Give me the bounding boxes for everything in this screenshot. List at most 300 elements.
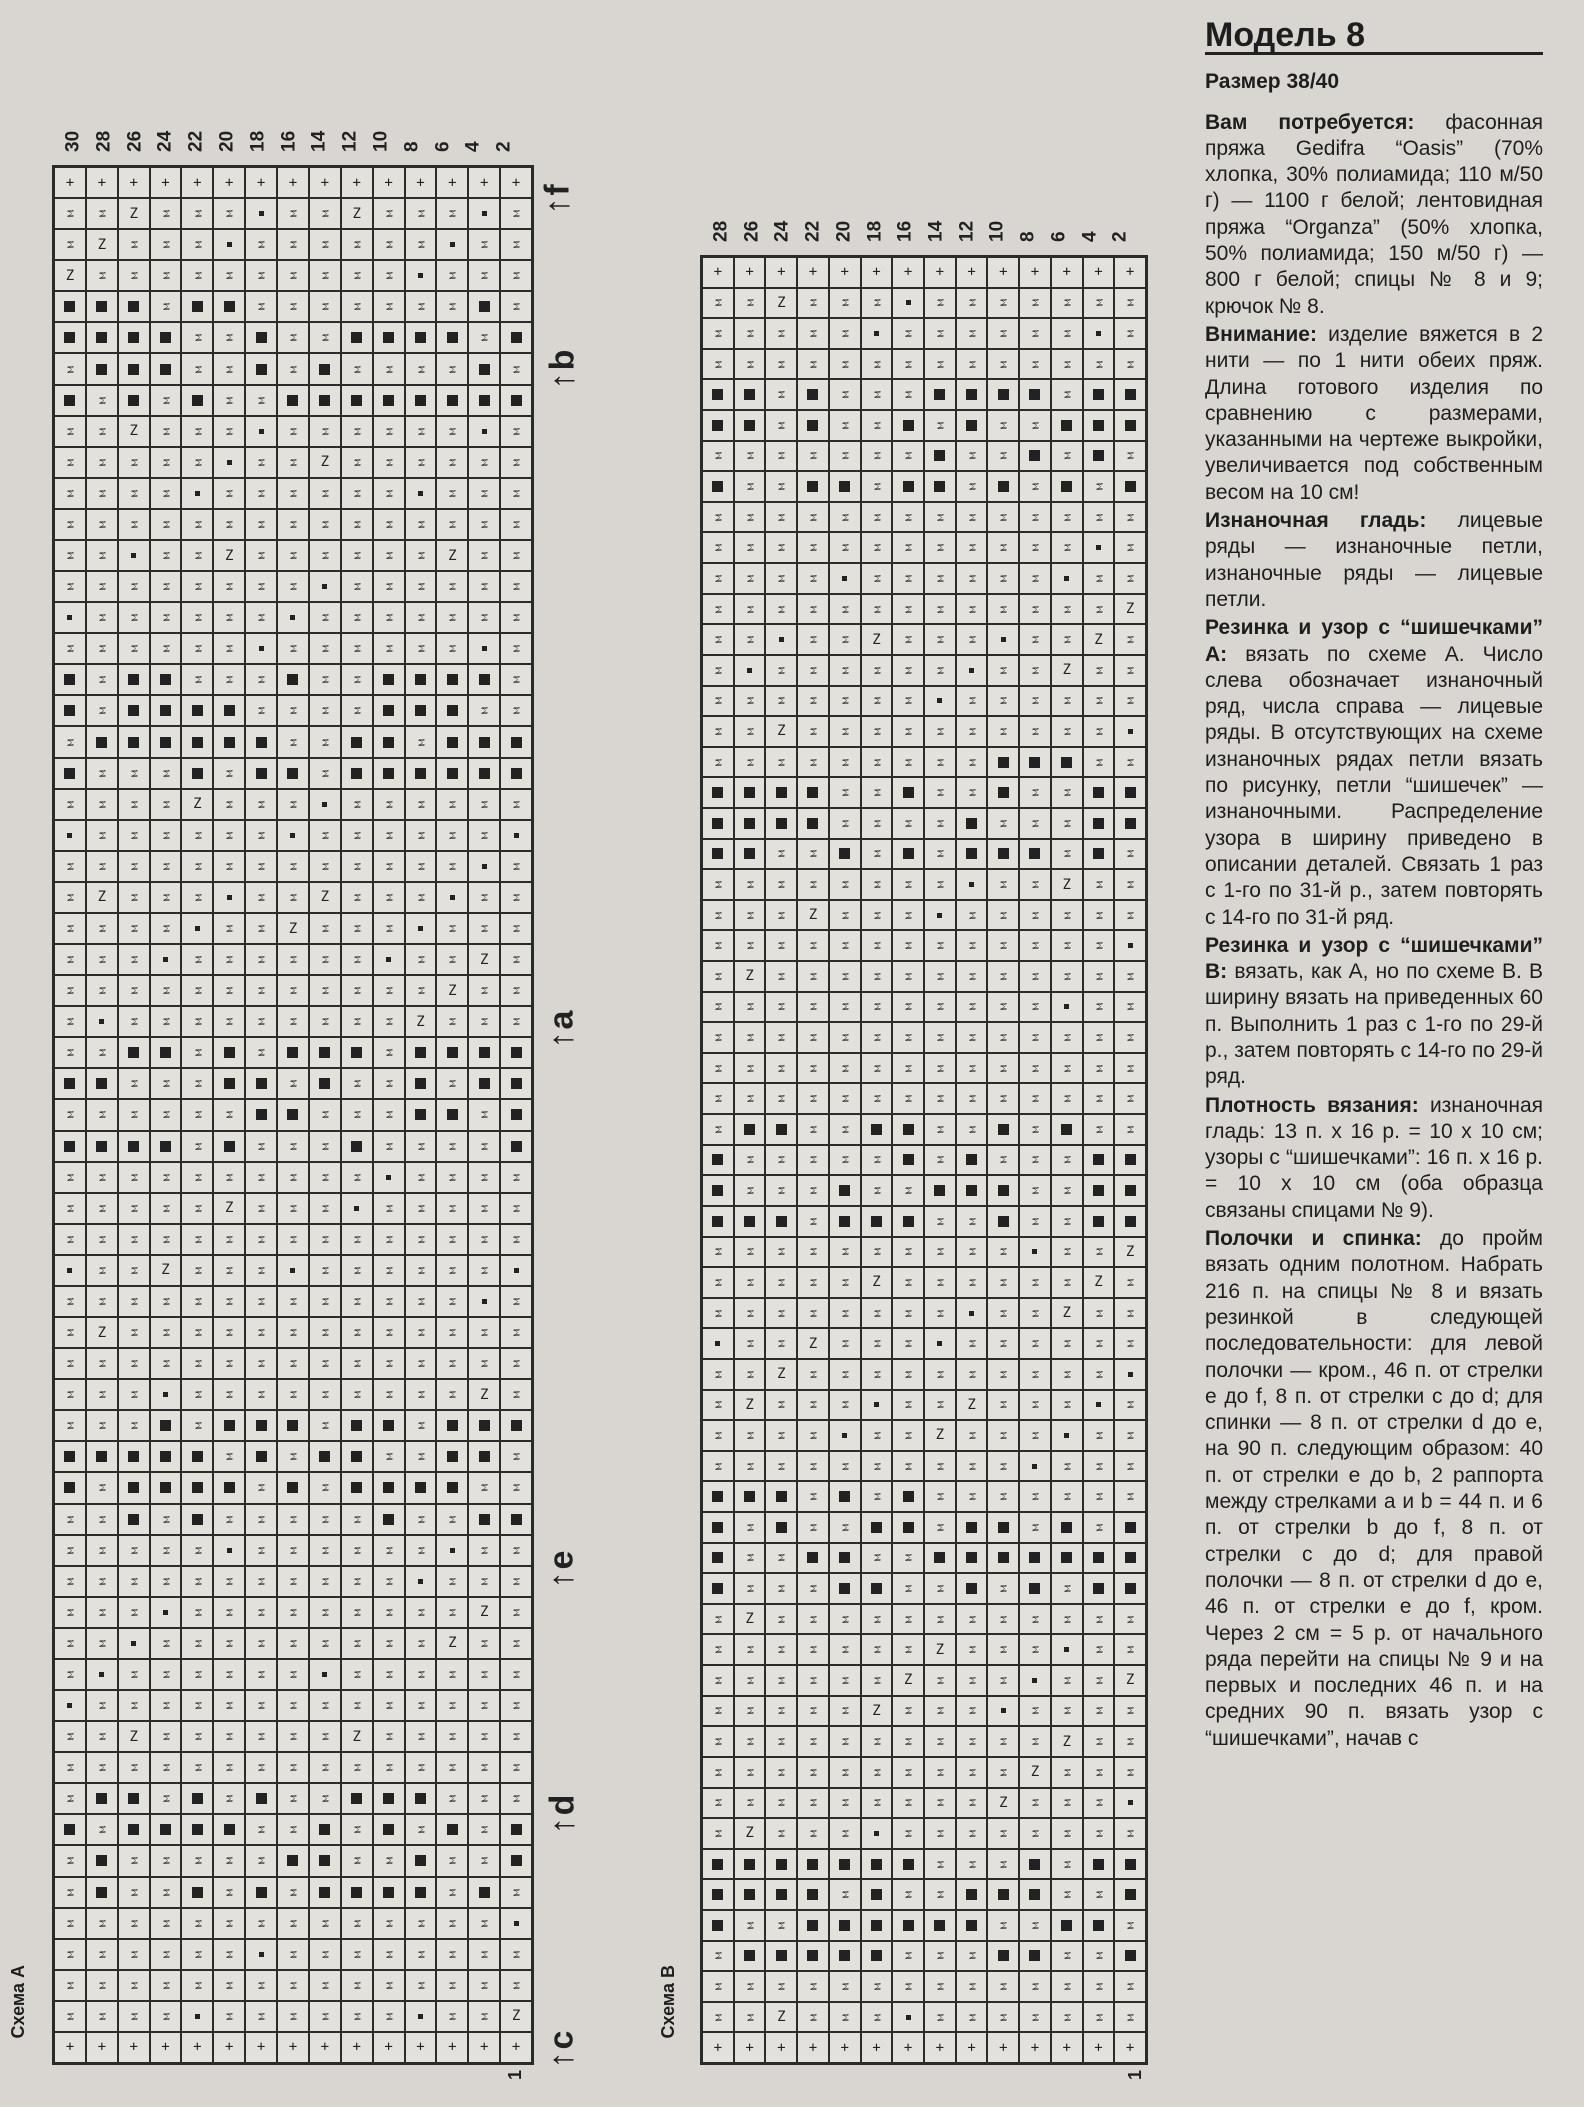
paragraph-text: лицевые ряды — изнаночные петли, изнаночные ряды — лицевые петли. xyxy=(1205,509,1543,611)
stitch-mark: ⲙ xyxy=(381,831,397,840)
stitch-mark: ⲙ xyxy=(773,1278,789,1287)
stitch-dot xyxy=(987,1696,1019,1727)
stitch-mark: ⲙ xyxy=(837,1370,853,1379)
stitch-purl xyxy=(373,1379,405,1410)
stitch-filled xyxy=(861,1573,893,1604)
stitch-filled xyxy=(277,385,309,416)
stitch-mark: ⲙ xyxy=(1059,727,1075,736)
stitch-purl xyxy=(436,478,468,509)
stitch-mark: ⲙ xyxy=(317,551,333,560)
stitch-mark xyxy=(871,1950,882,1961)
paragraph-text: изнаночная гладь: 13 п. х 16 р. = 10 х 10 см; узоры с “шишечками”: 16 п. х 16 р. = 10 х 10 см (оба образца связаны спицами № 9). xyxy=(1205,1093,1543,1222)
stitch-purl xyxy=(1051,532,1083,563)
stitch-mark: ⲙ xyxy=(349,862,365,871)
stitch-mark: ⲙ xyxy=(900,1033,916,1042)
stitch-mark: ⲙ xyxy=(837,2013,853,2021)
stitch-mark xyxy=(712,1522,723,1533)
stitch-purl xyxy=(765,1145,797,1176)
stitch-purl xyxy=(181,1845,213,1876)
stitch-mark xyxy=(776,787,787,798)
row-number: 6 xyxy=(431,141,453,152)
stitch-purl xyxy=(86,509,118,540)
stitch-filled xyxy=(341,758,373,789)
stitch-purl xyxy=(829,686,861,717)
stitch-filled xyxy=(468,664,500,695)
stitch-mark: ⲙ xyxy=(221,582,237,591)
stitch-mark: ⲙ xyxy=(126,1763,142,1772)
stitch-purl xyxy=(150,385,182,416)
stitch-purl xyxy=(1019,869,1051,900)
stitch-mark: ⲙ xyxy=(381,1608,397,1617)
stitch-purl xyxy=(1051,1237,1083,1268)
stitch-purl xyxy=(500,1286,532,1317)
stitch-purl xyxy=(309,851,341,882)
stitch-z: Z xyxy=(1019,1757,1051,1788)
stitch-purl xyxy=(309,322,341,353)
stitch-mark: ⲙ xyxy=(508,551,524,560)
stitch-purl xyxy=(245,1193,277,1224)
stitch-mark: ⲙ xyxy=(868,360,884,368)
stitch-purl xyxy=(373,1068,405,1099)
stitch-mark: ⲙ xyxy=(964,299,980,307)
stitch-mark: ⲙ xyxy=(285,582,301,591)
stitch-mark xyxy=(319,1047,330,1058)
stitch-purl xyxy=(245,1970,277,2001)
stitch-purl xyxy=(341,882,373,913)
stitch-purl xyxy=(245,1037,277,1068)
stitch-mark: ⲙ xyxy=(285,1017,301,1026)
stitch-purl xyxy=(765,1818,797,1849)
stitch-mark: ⲙ xyxy=(317,769,333,777)
stitch-mark: ⲙ xyxy=(476,1204,492,1213)
stitch-purl xyxy=(765,869,797,900)
stitch-purl xyxy=(468,1721,500,1752)
stitch-mark: ⲙ xyxy=(868,911,884,919)
stitch-mark: ⲙ xyxy=(805,1401,821,1409)
stitch-purl xyxy=(987,1298,1019,1329)
stitch-purl xyxy=(245,1255,277,1286)
stitch-purl xyxy=(956,2002,988,2033)
stitch-filled xyxy=(1114,808,1146,839)
stitch-mark: ⲙ xyxy=(349,1701,365,1710)
stitch-purl xyxy=(86,1908,118,1939)
stitch-mark: ⲙ xyxy=(253,1546,269,1554)
stitch-purl xyxy=(1083,349,1115,380)
stitch-mark: ⲙ xyxy=(221,209,237,218)
stitch-mark: ⲙ xyxy=(773,452,789,460)
article-text xyxy=(1205,16,1544,1754)
stitch-mark: ⲙ xyxy=(253,582,269,591)
stitch-filled xyxy=(309,1845,341,1876)
stitch-mark xyxy=(776,1216,787,1227)
stitch-mark: ⲙ xyxy=(94,489,110,498)
stitch-purl xyxy=(150,1286,182,1317)
stitch-dot xyxy=(245,1939,277,1970)
stitch-mark: ⲙ xyxy=(964,1247,980,1256)
stitch-mark: ⲙ xyxy=(221,1608,237,1617)
stitch-purl xyxy=(892,1390,924,1421)
stitch-mark xyxy=(256,737,267,748)
stitch-mark: ⲙ xyxy=(317,1639,333,1648)
stitch-filled xyxy=(1083,441,1115,472)
stitch-mark: ⲙ xyxy=(412,1204,428,1213)
stitch-mark: ⲙ xyxy=(126,955,142,964)
stitch-purl xyxy=(86,198,118,229)
stitch-mark: ⲙ xyxy=(995,1431,1011,1440)
stitch-purl xyxy=(924,1696,956,1727)
stitch-purl xyxy=(1114,624,1146,655)
stitch-mark: ⲙ xyxy=(773,1431,789,1440)
stitch-mark: ⲙ xyxy=(444,1950,460,1959)
stitch-mark: ⲙ xyxy=(868,1554,884,1562)
stitch-mark: ⲙ xyxy=(1122,1094,1138,1103)
stitch-mark: ⲙ xyxy=(932,758,948,766)
stitch-purl xyxy=(309,1162,341,1193)
stitch-purl xyxy=(1083,1604,1115,1635)
stitch-purl xyxy=(436,1970,468,2001)
stitch-mark: ⲙ xyxy=(508,1639,524,1648)
stitch-mark: ⲙ xyxy=(742,605,758,613)
stitch-filled xyxy=(987,1941,1019,1972)
stitch-purl xyxy=(861,471,893,502)
stitch-purl xyxy=(213,913,245,944)
stitch-purl xyxy=(1114,1328,1146,1359)
stitch-purl xyxy=(734,288,766,319)
stitch-purl xyxy=(150,633,182,664)
stitch-purl xyxy=(468,1348,500,1379)
stitch-purl xyxy=(861,869,893,900)
stitch-mark xyxy=(998,848,1009,859)
stitch-purl xyxy=(1083,1941,1115,1972)
stitch-purl xyxy=(245,1348,277,1379)
stitch-mark: ⲙ xyxy=(158,1981,174,1990)
stitch-purl xyxy=(309,229,341,260)
stitch-purl xyxy=(702,1696,734,1727)
stitch-filled xyxy=(1114,1206,1146,1237)
stitch-purl xyxy=(341,1597,373,1628)
stitch-mark: ⲙ xyxy=(868,1645,884,1654)
stitch-mark xyxy=(1125,420,1136,431)
stitch-purl xyxy=(468,571,500,602)
stitch-filled xyxy=(892,1206,924,1237)
stitch-mark xyxy=(712,1889,723,1900)
stitch-mark: ⲙ xyxy=(932,513,948,522)
stitch-purl xyxy=(1019,1604,1051,1635)
stitch-purl xyxy=(245,509,277,540)
stitch-mark: ⲙ xyxy=(317,303,333,311)
stitch-filled xyxy=(797,1910,829,1941)
stitch-purl xyxy=(150,1006,182,1037)
stitch-mark: ⲙ xyxy=(221,1453,237,1461)
stitch-mark: ⲙ xyxy=(508,1017,524,1026)
stitch-filled xyxy=(150,726,182,757)
stitch-mark: ⲙ xyxy=(381,1359,397,1368)
stitch-mark: ⲙ xyxy=(995,1401,1011,1409)
stitch-mark: ⲙ xyxy=(1090,758,1106,766)
stitch-purl xyxy=(861,1726,893,1757)
stitch-mark xyxy=(319,364,330,375)
stitch-purl xyxy=(924,1971,956,2002)
stitch-mark: ⲙ xyxy=(805,1584,821,1593)
stitch-purl xyxy=(181,229,213,260)
stitch-filled xyxy=(1083,1206,1115,1237)
stitch-purl xyxy=(1019,502,1051,533)
stitch-purl xyxy=(309,1628,341,1659)
stitch-purl xyxy=(1083,900,1115,931)
stitch-mark: ⲙ xyxy=(285,1888,301,1896)
stitch-purl xyxy=(1051,1818,1083,1849)
stitch-filled xyxy=(861,1879,893,1910)
stitch-filled xyxy=(765,1114,797,1145)
stitch-purl xyxy=(341,1970,373,2001)
stitch-purl xyxy=(702,1390,734,1421)
stitch-purl xyxy=(436,1255,468,1286)
stitch-mark: ⲙ xyxy=(1090,727,1106,736)
stitch-mark: ⲙ xyxy=(476,1639,492,1648)
stitch-mark: ⲙ xyxy=(710,1615,726,1623)
stitch-filled xyxy=(500,1068,532,1099)
stitch-mark: ⲙ xyxy=(126,1328,142,1337)
stitch-mark: ⲙ xyxy=(995,1615,1011,1623)
stitch-mark xyxy=(128,364,139,375)
stitch-purl xyxy=(702,1634,734,1665)
stitch-mark: ⲙ xyxy=(285,1235,301,1244)
stitch-mark: ⲙ xyxy=(317,209,333,218)
stitch-filled xyxy=(1019,1941,1051,1972)
stitch-purl xyxy=(86,1286,118,1317)
stitch-purl xyxy=(861,502,893,533)
stitch-purl xyxy=(54,229,86,260)
stitch-purl xyxy=(181,1286,213,1317)
stitch-mark: ⲙ xyxy=(773,1247,789,1256)
stitch-purl xyxy=(987,808,1019,839)
stitch-purl xyxy=(956,686,988,717)
stitch-mark: ⲙ xyxy=(189,1017,205,1026)
stitch-z: Z xyxy=(765,288,797,319)
stitch-purl xyxy=(924,410,956,441)
stitch-purl xyxy=(309,1783,341,1814)
stitch-mark: ⲙ xyxy=(444,520,460,529)
stitch-dot xyxy=(277,602,309,633)
stitch-purl xyxy=(924,349,956,380)
stitch-mark: ⲙ xyxy=(900,1401,916,1409)
stitch-purl xyxy=(373,353,405,384)
stitch-filled xyxy=(702,1543,734,1574)
stitch-purl xyxy=(245,1504,277,1535)
stitch-purl xyxy=(829,1818,861,1849)
stitch-purl xyxy=(181,1006,213,1037)
stitch-mark: ⲙ xyxy=(932,329,948,338)
stitch-mark: ⲙ xyxy=(412,1328,428,1337)
stitch-purl xyxy=(245,1379,277,1410)
stitch-z: Z xyxy=(734,1818,766,1849)
stitch-mark xyxy=(351,1793,362,1804)
stitch-mark: ⲙ xyxy=(837,1278,853,1287)
stitch-purl xyxy=(245,664,277,695)
stitch-dot xyxy=(1114,716,1146,747)
stitch-mark: ⲙ xyxy=(158,396,174,404)
stitch-mark: ⲙ xyxy=(253,1608,269,1617)
stitch-mark: ⲙ xyxy=(868,1339,884,1348)
stitch-dot xyxy=(468,851,500,882)
stitch-mark xyxy=(1096,331,1101,336)
stitch-purl xyxy=(213,1224,245,1255)
stitch-mark: ⲙ xyxy=(508,582,524,591)
stitch-mark: ⲙ xyxy=(62,458,78,467)
stitch-mark: ⲙ xyxy=(932,1247,948,1256)
stitch-filled xyxy=(341,726,373,757)
stitch-mark: ⲙ xyxy=(444,582,460,591)
stitch-filled xyxy=(1051,1543,1083,1574)
stitch-mark: ⲙ xyxy=(900,1645,916,1654)
stitch-dot xyxy=(468,198,500,229)
stitch-purl xyxy=(181,664,213,695)
stitch-purl xyxy=(245,1286,277,1317)
stitch-mark: ⲙ xyxy=(444,1577,460,1586)
stitch-purl xyxy=(54,633,86,664)
stitch-z: Z xyxy=(213,1193,245,1224)
stitch-dot xyxy=(1051,992,1083,1023)
stitch-purl xyxy=(309,509,341,540)
stitch-mark: ⲙ xyxy=(189,1390,205,1399)
stitch-mark xyxy=(1125,1859,1136,1870)
stitch-mark: ⲙ xyxy=(62,1794,78,1803)
stitch-mark: ⲙ xyxy=(285,1826,301,1834)
stitch-mark: ⲙ xyxy=(868,1462,884,1470)
stitch-dot xyxy=(181,478,213,509)
stitch-plus: + xyxy=(405,167,437,198)
stitch-mark: ⲙ xyxy=(285,738,301,746)
stitch-mark: ⲙ xyxy=(742,941,758,950)
stitch-mark: ⲙ xyxy=(805,635,821,644)
stitch-mark: ⲙ xyxy=(62,1888,78,1896)
stitch-mark: ⲙ xyxy=(742,696,758,705)
stitch-filled xyxy=(150,1472,182,1503)
stitch-purl xyxy=(436,1224,468,1255)
stitch-mark xyxy=(160,364,171,375)
stitch-purl xyxy=(181,820,213,851)
stitch-plus: + xyxy=(734,257,766,288)
stitch-mark: ⲙ xyxy=(964,1370,980,1379)
stitch-mark: ⲙ xyxy=(868,1003,884,1011)
stitch-purl xyxy=(436,416,468,447)
stitch-mark: ⲙ xyxy=(805,1676,821,1685)
stitch-mark: ⲙ xyxy=(1059,1676,1075,1685)
stitch-z: Z xyxy=(118,416,150,447)
stitch-purl xyxy=(213,1939,245,1970)
stitch-mark: ⲙ xyxy=(508,707,524,715)
row-number: 24 xyxy=(771,220,793,242)
stitch-filled xyxy=(829,1206,861,1237)
stitch-plus: + xyxy=(86,167,118,198)
stitch-mark: ⲙ xyxy=(805,1982,821,1991)
stitch-mark xyxy=(99,1019,104,1024)
stitch-purl xyxy=(341,229,373,260)
stitch-purl xyxy=(436,1659,468,1690)
stitch-mark xyxy=(906,300,911,305)
stitch-mark: ⲙ xyxy=(253,862,269,871)
stitch-purl xyxy=(861,1757,893,1788)
stitch-mark: ⲙ xyxy=(805,1217,821,1226)
stitch-mark: ⲙ xyxy=(412,551,428,560)
stitch-purl xyxy=(797,1665,829,1696)
stitch-mark: ⲙ xyxy=(1059,1156,1075,1164)
stitch-mark: ⲙ xyxy=(158,520,174,529)
stitch-mark: ⲙ xyxy=(1059,788,1075,797)
stitch-purl xyxy=(245,2001,277,2032)
stitch-purl xyxy=(277,633,309,664)
stitch-mark: ⲙ xyxy=(1027,360,1043,368)
stitch-mark: ⲙ xyxy=(710,880,726,889)
stitch-mark: ⲙ xyxy=(868,880,884,889)
stitch-mark xyxy=(712,818,723,829)
stitch-mark: ⲙ xyxy=(221,1359,237,1368)
stitch-mark: ⲙ xyxy=(1122,1645,1138,1654)
stitch-purl xyxy=(181,1566,213,1597)
stitch-purl xyxy=(309,478,341,509)
stitch-dot xyxy=(436,1535,468,1566)
article-paragraph xyxy=(1205,1226,1543,1752)
stitch-purl xyxy=(987,441,1019,472)
stitch-mark: ⲙ xyxy=(837,1064,853,1072)
stitch-mark: ⲙ xyxy=(773,1156,789,1164)
stitch-mark: ⲙ xyxy=(253,1017,269,1026)
stitch-plus: + xyxy=(213,2032,245,2063)
stitch-plus: + xyxy=(987,257,1019,288)
stitch-purl xyxy=(277,1566,309,1597)
stitch-filled xyxy=(86,1441,118,1472)
stitch-mark: ⲙ xyxy=(285,644,301,653)
stitch-mark: ⲙ xyxy=(1090,1064,1106,1072)
stitch-mark xyxy=(839,1216,850,1227)
stitch-mark: ⲙ xyxy=(1059,1707,1075,1715)
stitch-purl xyxy=(436,1783,468,1814)
stitch-mark: ⲙ xyxy=(221,1235,237,1244)
stitch-filled xyxy=(213,695,245,726)
stitch-mark xyxy=(96,1855,107,1866)
stitch-mark: ⲙ xyxy=(868,972,884,981)
stitch-purl xyxy=(500,260,532,291)
stitch-purl xyxy=(181,1224,213,1255)
stitch-mark xyxy=(195,491,200,496)
stitch-mark xyxy=(744,1124,755,1135)
stitch-mark: ⲙ xyxy=(126,1297,142,1306)
stitch-mark: ⲙ xyxy=(1059,1890,1075,1899)
stitch-mark xyxy=(96,1451,107,1462)
stitch-purl xyxy=(436,1752,468,1783)
stitch-plus: + xyxy=(861,257,893,288)
stitch-purl xyxy=(181,1690,213,1721)
stitch-mark: ⲙ xyxy=(805,360,821,368)
stitch-filled xyxy=(309,385,341,416)
stitch-mark xyxy=(1096,1402,1101,1407)
stitch-mark xyxy=(479,1078,490,1089)
stitch-mark: ⲙ xyxy=(381,986,397,995)
stitch-mark: ⲙ xyxy=(158,1701,174,1710)
stitch-mark: ⲙ xyxy=(1059,1186,1075,1195)
stitch-filled xyxy=(150,1037,182,1068)
stitch-mark: ⲙ xyxy=(189,986,205,995)
stitch-mark: ⲙ xyxy=(62,1608,78,1617)
stitch-mark: ⲙ xyxy=(412,520,428,529)
stitch-purl xyxy=(86,851,118,882)
stitch-purl xyxy=(1083,1022,1115,1053)
stitch-mark: ⲙ xyxy=(964,1094,980,1103)
stitch-filled xyxy=(1051,747,1083,778)
stitch-mark: ⲙ xyxy=(158,1328,174,1337)
stitch-filled xyxy=(468,1037,500,1068)
stitch-filled xyxy=(468,1068,500,1099)
